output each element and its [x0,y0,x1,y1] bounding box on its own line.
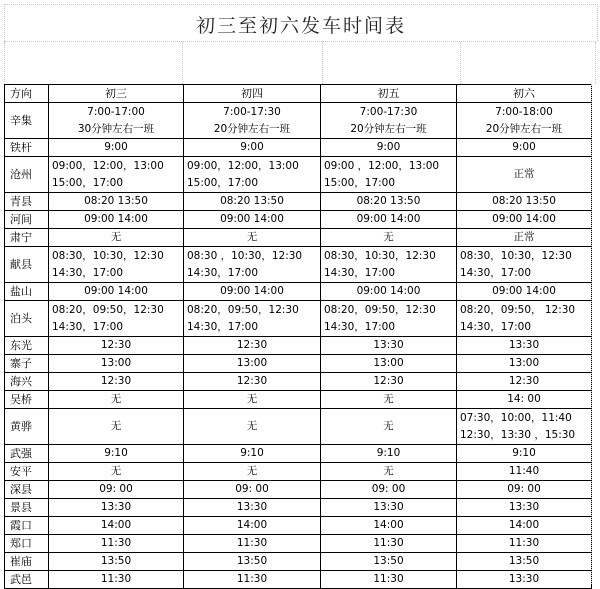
direction-cell: 东光 [5,337,49,355]
schedule-cell [184,445,321,463]
table-row [5,517,592,535]
schedule-cell [457,103,592,139]
direction-cell: 青县 [5,193,49,211]
schedule-line: 08:30，10:30，12:30 [324,249,436,262]
schedule-cell [49,373,184,391]
schedule-line: 无 [246,420,258,432]
schedule-cell [321,499,457,517]
table-row [5,229,592,247]
schedule-line: 09:00 14:00 [492,213,556,225]
direction-cell: 深县 [5,481,49,499]
schedule-line: 无 [246,465,258,477]
table-row [5,139,592,157]
schedule-line: 13:50 [373,555,404,567]
schedule-line: 20分钟左右一班 [485,122,563,135]
schedule-line: 正常 [513,231,535,243]
schedule-cell [184,139,321,157]
schedule-cell [49,139,184,157]
schedule-cell [457,481,592,499]
schedule-cell [457,373,592,391]
table-row [5,247,592,283]
schedule-line: 14:00 [236,519,268,531]
schedule-line: 09: 00 [371,483,406,495]
schedule-line: 14:00 [373,519,404,531]
schedule-cell [321,139,457,157]
schedule-line: 9:00 [512,141,536,153]
table-row [5,481,592,499]
table-row [5,193,592,211]
schedule-cell [321,157,457,193]
schedule-cell [49,517,184,535]
schedule-cell [49,103,184,139]
schedule-table-body [5,85,592,589]
schedule-cell [321,481,457,499]
schedule-line: 9:10 [240,447,264,459]
schedule-line: 11:30 [508,537,540,549]
schedule-cell [184,355,321,373]
schedule-line: 13:50 [236,555,268,567]
schedule-line: 09: 00 [507,483,541,495]
schedule-line: 13:30 [236,501,268,513]
schedule-cell [457,571,592,589]
grid-line [595,42,596,84]
schedule-cell [184,337,321,355]
schedule-cell [49,445,184,463]
schedule-line: 09: 00 [235,483,269,495]
schedule-line: 11:30 [236,537,268,549]
table-row [5,535,592,553]
schedule-line: 无 [383,465,394,477]
schedule-line: 7:00-17:30 [223,105,281,118]
schedule-line: 无 [383,393,394,405]
schedule-line: 12:30，13:30 ，15:30 [460,428,576,441]
schedule-cell [457,301,592,337]
schedule-line: 09:00，12:00，13:00 [52,159,164,172]
schedule-line: 11:40 [508,465,540,477]
schedule-line: 无 [246,231,258,243]
direction-cell: 霞口 [5,517,49,535]
schedule-cell [49,193,184,211]
schedule-cell [184,103,321,139]
table-row [5,553,592,571]
schedule-cell [49,283,184,301]
schedule-line: 11:30 [373,537,404,549]
schedule-cell [321,283,457,301]
column-header: 初六 [457,85,592,103]
schedule-line: 09:00，12:00，13:00 [187,159,299,172]
schedule-cell [184,247,321,283]
direction-cell: 郑口 [5,535,49,553]
schedule-line: 13:00 [373,357,404,369]
schedule-line: 无 [246,393,258,405]
schedule-cell [457,211,592,229]
schedule-cell [184,157,321,193]
schedule-cell [321,247,457,283]
table-row [5,283,592,301]
grid-line [322,42,323,84]
schedule-line: 14:30，17:00 [52,266,124,279]
schedule-cell [49,211,184,229]
schedule-line: 无 [383,231,394,243]
spacer-band [4,41,596,84]
schedule-cell [321,517,457,535]
schedule-line: 正常 [513,168,535,180]
schedule-line: 无 [110,393,122,405]
table-row [5,301,592,337]
schedule-line: 无 [110,465,122,477]
schedule-line: 14:30，17:00 [324,266,396,279]
schedule-cell [321,229,457,247]
schedule-line: 13:30 [508,501,540,513]
grid-line [591,84,597,584]
schedule-cell [321,553,457,571]
schedule-cell [321,409,457,445]
schedule-cell [184,229,321,247]
schedule-cell [321,193,457,211]
schedule-cell [457,337,592,355]
schedule-line: 14:30，17:00 [324,320,396,333]
schedule-line: 08:20，09:50， 12:30 [460,303,576,316]
schedule-cell [457,139,592,157]
table-header-row [5,85,592,103]
schedule-line: 09:00 14:00 [492,285,556,297]
schedule-cell [49,337,184,355]
schedule-line: 20分钟左右一班 [213,122,291,135]
schedule-cell [457,445,592,463]
schedule-line: 11:30 [100,537,132,549]
schedule-line: 7:00-17:00 [87,105,145,118]
schedule-line: 12:30 [373,375,404,387]
schedule-line: 13:50 [508,555,540,567]
schedule-line: 7:00-17:30 [359,105,418,118]
table-row [5,211,592,229]
schedule-line: 09:00 14:00 [220,285,284,297]
schedule-line: 9:00 [240,141,264,153]
schedule-cell [49,409,184,445]
schedule-cell [321,211,457,229]
schedule-cell [321,337,457,355]
schedule-line: 08:20 13:50 [84,195,148,207]
direction-cell: 海兴 [5,373,49,391]
schedule-cell [457,229,592,247]
schedule-line: 14:00 [508,519,540,531]
direction-cell: 武邑 [5,571,49,589]
schedule-line: 30分钟左右一班 [77,122,155,135]
table-row [5,445,592,463]
schedule-cell [321,373,457,391]
direction-cell: 吴桥 [5,391,49,409]
schedule-line: 14: 00 [507,393,541,405]
schedule-cell [49,499,184,517]
schedule-line: 13:30 [373,339,404,351]
direction-cell: 盐山 [5,283,49,301]
column-header: 初三 [49,85,184,103]
schedule-line: 11:30 [373,573,404,585]
schedule-line: 14:30，17:00 [460,320,532,333]
grid-line [182,42,183,84]
schedule-cell [184,517,321,535]
schedule-line: 08:20，09:50，12:30 [324,303,436,316]
title-band [4,4,598,41]
schedule-line: 11:30 [236,573,268,585]
schedule-line: 14:30，17:00 [187,320,259,333]
schedule-line: 14:30，17:00 [52,320,124,333]
schedule-line: 09: 00 [99,483,133,495]
schedule-cell [321,463,457,481]
schedule-line: 9:10 [376,447,401,459]
schedule-line: 09:00 14:00 [356,213,421,225]
schedule-cell [49,229,184,247]
schedule-line: 15:00，17:00 [52,176,124,189]
schedule-cell [457,463,592,481]
schedule-line: 13:00 [236,357,268,369]
column-header: 初五 [321,85,457,103]
schedule-line: 13:30 [373,501,404,513]
schedule-cell [49,355,184,373]
schedule-cell [321,391,457,409]
schedule-cell [321,103,457,139]
schedule-line: 无 [383,420,394,432]
schedule-cell [184,553,321,571]
table-row [5,571,592,589]
schedule-cell [321,445,457,463]
schedule-cell [184,211,321,229]
schedule-cell [321,301,457,337]
schedule-line: 12:30 [236,339,268,351]
schedule-cell [184,391,321,409]
schedule-cell [49,481,184,499]
schedule-cell [457,517,592,535]
schedule-line: 08:20 13:50 [492,195,556,207]
schedule-cell [457,355,592,373]
schedule-cell [184,193,321,211]
table-row [5,373,592,391]
table-row [5,103,592,139]
schedule-line: 无 [110,231,122,243]
schedule-cell [457,247,592,283]
schedule-line: 08:20，09:50，12:30 [52,303,164,316]
schedule-line: 15:00，17:00 [187,176,259,189]
direction-cell: 寨子 [5,355,49,373]
schedule-table [4,84,592,589]
column-header: 方向 [5,85,49,103]
schedule-cell [49,535,184,553]
schedule-line: 09:00 ，12:00，13:00 [324,159,440,172]
schedule-line: 08:30，10:30，12:30 [460,249,572,262]
schedule-line: 08:20 13:50 [220,195,284,207]
direction-cell: 泊头 [5,301,49,337]
page-title: 初三至初六发车时间表 [195,15,406,37]
direction-cell: 献县 [5,247,49,283]
schedule-line: 08:30 ，10:30，12:30 [187,249,303,262]
direction-cell: 安平 [5,463,49,481]
schedule-cell [457,553,592,571]
schedule-cell [49,247,184,283]
schedule-cell [49,301,184,337]
schedule-line: 9:10 [104,447,128,459]
schedule-line: 9:00 [104,141,128,153]
schedule-line: 12:30 [236,375,268,387]
direction-cell: 肃宁 [5,229,49,247]
direction-cell: 河间 [5,211,49,229]
schedule-line: 14:30，17:00 [460,266,532,279]
schedule-line: 11:30 [100,573,132,585]
schedule-line: 15:00，17:00 [324,176,396,189]
table-row [5,463,592,481]
schedule-cell [457,535,592,553]
table-row [5,409,592,445]
schedule-cell [457,409,592,445]
grid-line [460,42,461,84]
table-row [5,499,592,517]
column-header: 初四 [184,85,321,103]
schedule-cell [184,301,321,337]
schedule-cell [457,499,592,517]
schedule-line: 08:30，10:30，12:30 [52,249,164,262]
schedule-cell [49,571,184,589]
schedule-cell [184,373,321,391]
direction-cell: 景县 [5,499,49,517]
direction-cell: 沧州 [5,157,49,193]
schedule-line: 09:00 14:00 [84,213,148,225]
schedule-line: 12:30 [100,339,132,351]
schedule-line: 13:00 [508,357,540,369]
table-row [5,157,592,193]
schedule-line: 08:20，09:50，12:30 [187,303,299,316]
schedule-line: 12:30 [100,375,132,387]
schedule-line: 13:30 [508,573,540,585]
schedule-line: 09:00 14:00 [84,285,148,297]
schedule-line: 13:50 [100,555,132,567]
schedule-cell [457,283,592,301]
schedule-cell [49,553,184,571]
schedule-cell [49,157,184,193]
schedule-cell [49,391,184,409]
schedule-line: 20分钟左右一班 [350,122,427,135]
direction-cell: 崔庙 [5,553,49,571]
schedule-line: 13:30 [100,501,132,513]
schedule-line: 无 [110,420,122,432]
schedule-line: 9:10 [512,447,536,459]
direction-cell: 铁杆 [5,139,49,157]
schedule-line: 7:00-18:00 [495,105,553,118]
direction-cell: 辛集 [5,103,49,139]
schedule-line: 13:30 [508,339,540,351]
schedule-line: 14:00 [100,519,132,531]
table-row [5,337,592,355]
schedule-cell [49,463,184,481]
schedule-cell [321,535,457,553]
schedule-cell [457,157,592,193]
schedule-cell [184,481,321,499]
schedule-cell [457,391,592,409]
schedule-line: 14:30，17:00 [187,266,259,279]
grid-line [4,42,5,84]
schedule-line: 07:30，10:00，11:40 [460,411,572,424]
schedule-line: 9:00 [376,141,401,153]
schedule-cell [184,499,321,517]
table-row [5,391,592,409]
schedule-line: 09:00 14:00 [220,213,284,225]
direction-cell: 武强 [5,445,49,463]
schedule-cell [184,409,321,445]
direction-cell: 黄骅 [5,409,49,445]
schedule-cell [184,463,321,481]
schedule-cell [321,355,457,373]
schedule-line: 12:30 [508,375,540,387]
schedule-line: 13:00 [100,357,132,369]
schedule-cell [184,571,321,589]
schedule-line: 08:20 13:50 [356,195,421,207]
schedule-cell [321,571,457,589]
schedule-cell [457,193,592,211]
table-row [5,355,592,373]
schedule-cell [184,283,321,301]
schedule-cell [184,535,321,553]
schedule-line: 09:00 14:00 [356,285,421,297]
